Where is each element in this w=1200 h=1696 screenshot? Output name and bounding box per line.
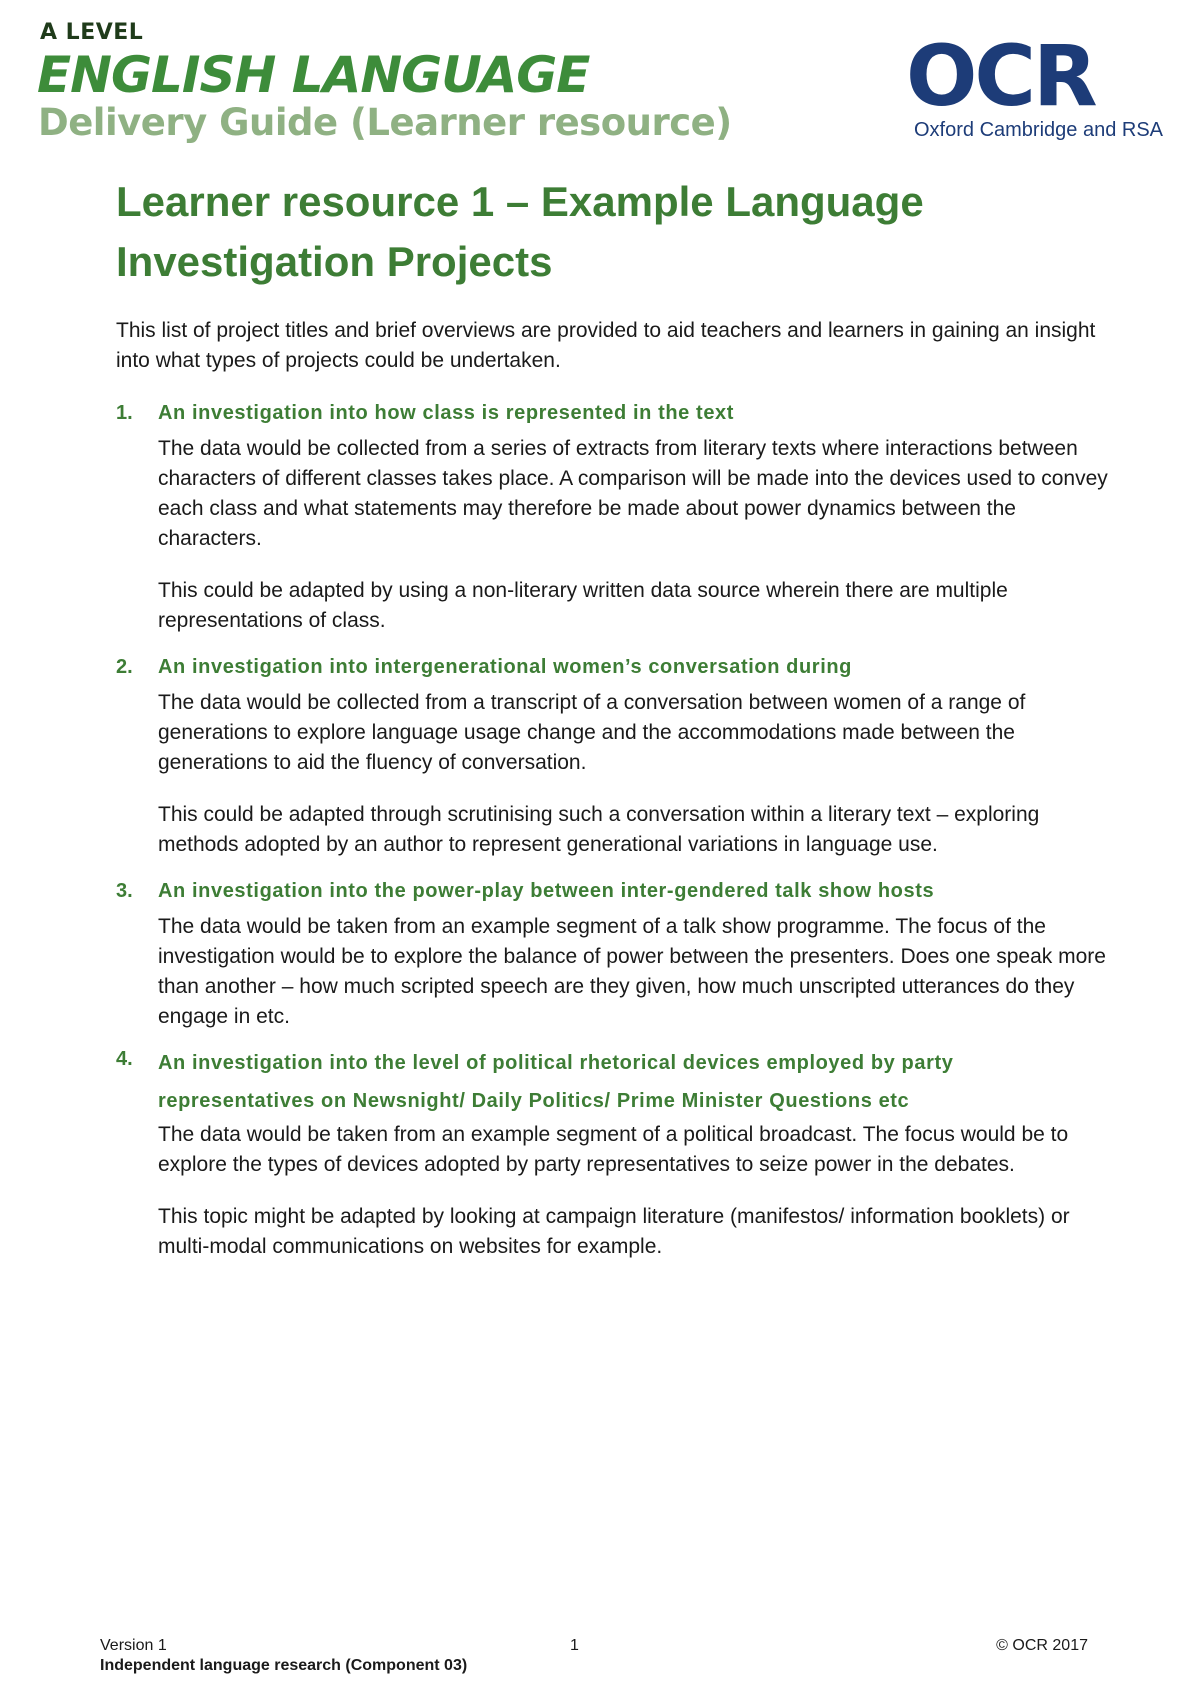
project-item — [116, 652, 1116, 860]
footer-component: Independent language research (Component 03) — [100, 1657, 468, 1674]
page-title: Learner resource 1 – Example Language Investigation Projects — [116, 178, 924, 285]
intro-paragraph: This list of project titles and brief overviews are provided to aid teachers and learners in gaining an insight into what types of projects could be undertaken. — [116, 319, 1096, 372]
footer-copyright: © OCR 2017 — [996, 1637, 1088, 1654]
project-paragraph: This topic might be adapted by looking at campaign literature (manifestos/ information booklets) or multi-modal communications on websites for example. — [158, 1205, 1070, 1258]
project-paragraph: The data would be taken from an example segment of a talk show programme. The focus of the investigation would be to explore the balance of power between the presenters. Does one speak more than another – how much scripted speech are they given, how much unscripted utterances do they engage in etc. — [158, 915, 1106, 1028]
project-paragraph: The data would be collected from a transcript of a conversation between women of a range of generations to explore language usage change and the accommodations made between the generations to aid the fluency of conversation. — [158, 691, 1026, 774]
project-paragraph: The data would be collected from a series of extracts from literary texts where interactions between characters of different classes takes place. A comparison will be made into the devices used to convey each class and what statements may therefore be made about power dynamics between the characters. — [158, 437, 1108, 550]
project-paragraph: This could be adapted through scrutinising such a conversation within a literary text – exploring methods adopted by an author to represent generational variations in language use. — [158, 803, 1040, 856]
footer-page-number: 1 — [570, 1637, 579, 1654]
project-heading: An investigation into how class is represented in the text — [158, 402, 735, 424]
guide-subtitle: Delivery Guide (Learner resource) — [38, 101, 732, 144]
project-number: 3. — [116, 880, 133, 902]
project-item — [116, 398, 1116, 636]
qualification-level: A LEVEL — [40, 20, 144, 45]
project-paragraph: The data would be taken from an example segment of a political broadcast. The focus would be to explore the types of devices adopted by party representatives to seize power in the debates. — [158, 1123, 1069, 1176]
footer-version: Version 1 — [100, 1637, 167, 1654]
project-paragraph: This could be adapted by using a non-literary written data source wherein there are multiple representations of class. — [158, 579, 1008, 632]
project-heading: An investigation into the level of political rhetorical devices employed by party representatives on Newsnight/ Daily Politics/ Prime Minister Questions etc — [158, 1052, 954, 1112]
project-heading: An investigation into intergenerational women’s conversation during — [158, 656, 852, 678]
ocr-logo-tagline: Oxford Cambridge and RSA — [914, 119, 1164, 141]
subject-title: ENGLISH LANGUAGE — [37, 46, 590, 104]
project-number: 1. — [116, 402, 133, 424]
ocr-logo-letters: OCR — [906, 27, 1095, 125]
project-list — [116, 398, 1116, 1278]
project-number: 2. — [116, 656, 133, 678]
project-item — [116, 876, 1116, 1032]
project-heading: An investigation into the power-play between inter-gendered talk show hosts — [158, 880, 935, 902]
project-number: 4. — [116, 1048, 133, 1070]
project-item — [116, 1044, 1116, 1262]
ocr-logo — [906, 27, 1168, 144]
